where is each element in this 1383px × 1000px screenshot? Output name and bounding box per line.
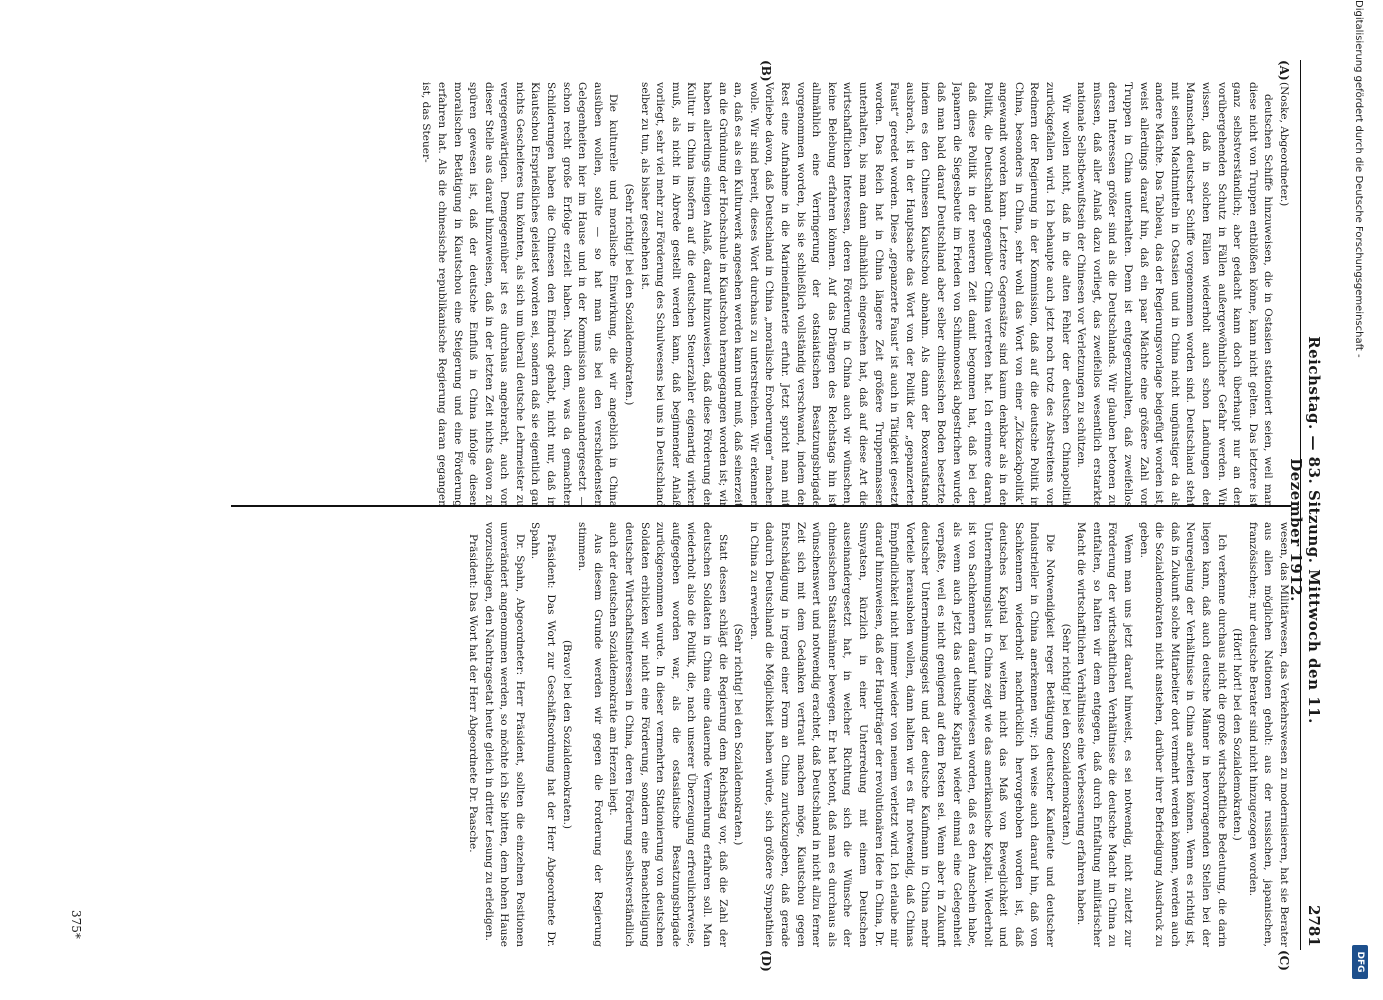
header-rule bbox=[1300, 60, 1301, 950]
president-statement: Präsident: Das Wort zur Geschäftsordnung hat der Herr Abgeordnete Dr. Spahn. bbox=[529, 522, 558, 947]
paragraph: Wenn man uns jetzt darauf hinweist, es sei notwendig, nicht zuletzt zur Förderung der wirtschaftlichen Verhältnisse die deutsche Macht in China zu entfalten, so halten wir dem entgegen, daß durch Entfaltung militärischer Macht die wirtschaftlichen Verhältnisse eine Verbesserung erfahren haben. bbox=[1075, 522, 1135, 947]
interjection: (Sehr richtig! bei den Sozialdemokraten.) bbox=[623, 183, 636, 406]
margin-mark-d: (D) bbox=[759, 950, 773, 972]
margin-mark-b: (B) bbox=[759, 60, 773, 82]
paragraph: Aus diesem Grunde werden wir gegen die Forderung der Regierung stimmen. bbox=[576, 522, 604, 947]
left-column bbox=[191, 82, 1291, 507]
column-divider bbox=[231, 505, 1291, 507]
margin-mark-a: (A) bbox=[1277, 60, 1291, 81]
interjection: (Sehr richtig! bei den Sozialdemokraten.) bbox=[1059, 623, 1072, 846]
right-column bbox=[191, 522, 1291, 947]
speaker-label: (Noske, Abgeordneter.) bbox=[1278, 82, 1290, 207]
paragraph: Die kulturelle und moralische Einwirkung, die wir angeblich in China ausüben wollen, sollte — so hat man uns bei den verschiedensten Gelegenheiten hier im Hause und in der Kommission auseinandergesetzt — schon recht große Erfolge erzielt haben. Nach dem, was da gemachten Schilderungen haben die Chinesen den Eindruck gehabt, nicht nur, daß in Kiautschou Ersprießliches geleistet worden sei, sondern daß sie eigentlich gar nichts Gescheiteres tun könnten, als sich um überall deutsche Lehrmeister zu vergegenwärtigen. Demgegenüber ist es durchaus angebracht, auch von dieser Stelle aus darauf hinzuweisen, daß in der letzten Zeit nichts davon zu spüren gewesen ist, daß der deutsche Einfluß in China infolge dieser moralischen Betätigung in Kiautschou eine Steigerung und eine Förderung erfahren hat. Als die chinesische republikanische Regierung daran gegangen ist, das Steuer- bbox=[420, 82, 620, 507]
page-header-title: Reichstag. — 83. Sitzung. Mittwoch den 11. Dezember 1912. bbox=[1287, 336, 1323, 724]
margin-mark-c: (C) bbox=[1277, 950, 1291, 971]
paragraph: Statt dessen schlägt die Regierung dem Reichstag vor, daß die Zahl der deutschen Soldaten in China eine dauernde Vermehrung erfahren soll. Man wiederholt also die Politik, die, nach unserer Überzeugung erfreulicherweise, aufgegeben worden war, als die ostasiatische Besatzungsbrigade zurückgenommen wurde. In dieser vermehrten Stationierung von deutschen Soldaten erblicken wir nicht eine Förderung, sondern eine Benachteiligung deutscher Wirtschaftsinteressen in China, deren Förderung selbstverständlich auch der deutschen Sozialdemokratie am Herzen liegt. bbox=[607, 522, 729, 947]
interjection: (Sehr richtig! bei den Sozialdemokraten.) bbox=[732, 623, 745, 846]
president-statement: Präsident: Das Wort hat der Herr Abgeordnete Dr. Paasche. bbox=[467, 534, 480, 853]
paragraph: Ich verkenne durchaus nicht die große wirtschaftliche Bedeutung, die darin liegen kann, daß auch deutsche Männer in hervorragenden Stellen bei der Neuregelung der Verhältnisse in China arbeiten können. Wenn es richtig ist, daß in Zukunft solche Mitarbeiter dort vermehrt werden können, werden auch die Sozialdemokraten nicht anstehen, darüber ihrer Befriedigung Ausdruck zu geben. bbox=[1137, 522, 1228, 947]
paragraph: deutschen Schiffe hinzuweisen, die in Ostasien stationiert seien, weil man diese nicht von Truppen entblößen könne, kann nicht gelten. Das letztere ist ganz selbstverständlich; aber gedacht kann doch überhaupt nur an den vorübergehenden Schutz in Fällen außergewöhnlicher Gefahr werden. Wir wissen, daß in solchen Fällen wiederholt auch schon Landungen der Mannschaft deutscher Schiffe vorgenommen worden sind. Deutschland steht mit seinen Machtmitteln in Ostasien und in China nicht ungünstiger da als andere Mächte. Das Tableau, das der Regierungsvorlage beigefügt worden ist, weist allerdings darauf hin, daß ein paar Mächte eine größere Zahl von Truppen in China unterhalten. Denn ist entgegenzuhalten, daß zweifellos deren Interessen größer sind als die Deutschlands. Wir glauben betonen zu müssen, daß aller Anlaß dazu vorliegt, das zweifellos wesentlich erstarkte nationale Selbstbewußtsein der Chinesen vor Verletzungen zu schützen. bbox=[1075, 82, 1275, 507]
paragraph: Wir wollen nicht, daß in die alten Fehler der deutschen Chinapolitik zurückgefallen wird. Ich behaupte auch jetzt noch trotz des Abstreitens von Rednern der Regierung in der Kommission, daß auf die deutsche Politik in China, besonders in China, sehr wohl das Wort von einer „Zickzackpolitik“ angewandt worden kann. Letztere Gegensätze sind kaum denkbar als in der Politik, die Deutschland gegenüber China vertreten hat. Ich erinnere daran, daß diese Politik in der neueren Zeit damit begonnen hat, daß bei den Japanern die Siegesbeute im Frieden von Schimonoseki abgestrichen wurde, daß man bald darauf Deutschland aber selber chinesischen Boden besetzte, indem es den Chinesen Kiautschou abnahm. Als dann der Boxeraufstand ausbrach, ist in der Hauptsache das Wort von der Politik der „gepanzerten Faust“ geredet worden. Diese „gepanzerte Faust“ ist auch in Tätigkeit gesetzt worden. Das Reich hat in China längere Zeit größere Truppenmassen unterhalten, bis man dann allmählich eingesehen hat, daß auf diese Art die wirtschaftlichen Interessen, deren Förderung in China auch wir wünschen, keine Belebung erfahren können. Auf das Drängen des Reichstags hin ist allmählich eine Verringerung der ostasiatischen Besatzungsbrigade vorgenommen worden, bis sie schließlich vollständig verschwand, indem der Rest eine Aufnahme in die Marineinfanterie erfuhr. Jetzt spricht man mit Vorliebe davon, daß Deutschland in China „moralische Eroberungen“ machen wolle. Wir sind bereit, dieses Wort durchaus zu unterstreichen. Wir erkennen an, daß es als ein Kulturwerk angesehen werden kann und muß, daß seinerzeit an die Gründung der Hochschule in Kiautschou herangegangen worden ist; wir haben allerdings einigen Anlaß, darauf hinzuweisen, daß diese Förderung der Kultur in China insofern auf die deutschen Steuerzahler eigenartig wirken muß, als nicht in Abrede gestellt werden kann, daß beginnender Anlaß vorliegt, sehr viel mehr zur Förderung des Schulwesens bei uns in Deutschland selber zu tun, als bisher geschehen ist. bbox=[638, 82, 1072, 507]
paragraph: wesen, das Militärwesen, das Verkehrswesen zu modernisieren, hat sie Berater aus allen möglichen Nationen geholt: aus der russischen, japanischen, französischen; nur deutsche Berater sind nicht hinzugezogen worden. bbox=[1246, 522, 1290, 947]
dfg-logo: DFG bbox=[1352, 945, 1368, 979]
footer-text: Digitalisierung gefördert durch die Deutsche Forschungsgemeinschaft - bbox=[1353, 0, 1364, 358]
page-header-number: 2781 bbox=[1305, 905, 1323, 947]
interjection: (Bravo! bei den Sozialdemokraten.) bbox=[560, 639, 573, 830]
page-number: 375* bbox=[69, 910, 83, 939]
paragraph: Die Notwendigkeit reger Betätigung deutscher Kaufleute und deutscher Industrieller in China anerkennen wir; ich weise auch darauf hin, daß von Sachkennern wiederholt nachdrücklich hervorgehoben worden ist, daß deutsches Kapital bei weitem nicht das Maß von Beweglichkeit und Unternehmungslust in China zeigt wie das amerikanische Kapital. Wiederholt ist von Sachkennern darauf hingewiesen worden, daß es den Anschein habe, als wenn auch jetzt das deutsche Kapital wieder einmal eine Gelegenheit verpaßte, weil es nicht genügend auf dem Posten sei. Wenn aber in Zukunft deutscher Unternehmungsgeist und der deutsche Kaufmann in China mehr Vorteile herausholen wollen, dann halten wir es für notwendig, daß Chinas Empfindlichkeit nicht immer wieder von neuem verletzt wird. Ich erlaube mir darauf hinzuweisen, daß der Hauptträger der revolutionären Idee in China, Dr. Sunyatsen, kürzlich in einer Unterredung mit einem Deutschen auseinandergesetzt hat, in welcher Richtung sich die Wünsche der chinesischen Staatsmänner bewegen. Er hat betont, daß man es durchaus als wünschenswert und notwendig erachtet, daß Deutschland in nicht allzu ferner Zeit sich mit dem Gedanken vertraut machen möge, Kiautschou gegen Entschädigung in irgend einer Form an China zurückzugeben, daß gerade dadurch Deutschland die Möglichkeit haben würde, sich größere Sympathien in China zu erwerben. bbox=[747, 522, 1057, 947]
paragraph: Dr. Spahn, Abgeordneter: Herr Präsident, sollten die einzelnen Positionen unverändert angenommen werden, so möchte ich Sie bitten, dem hohen Hause vorzuschlagen, den Nachtragsetat heute gleich in dritter Lesung zu erledigen. bbox=[482, 522, 526, 947]
interjection: (Hört! hört! bei den Sozialdemokraten.) bbox=[1231, 628, 1244, 841]
digitization-footer bbox=[1342, 0, 1372, 990]
